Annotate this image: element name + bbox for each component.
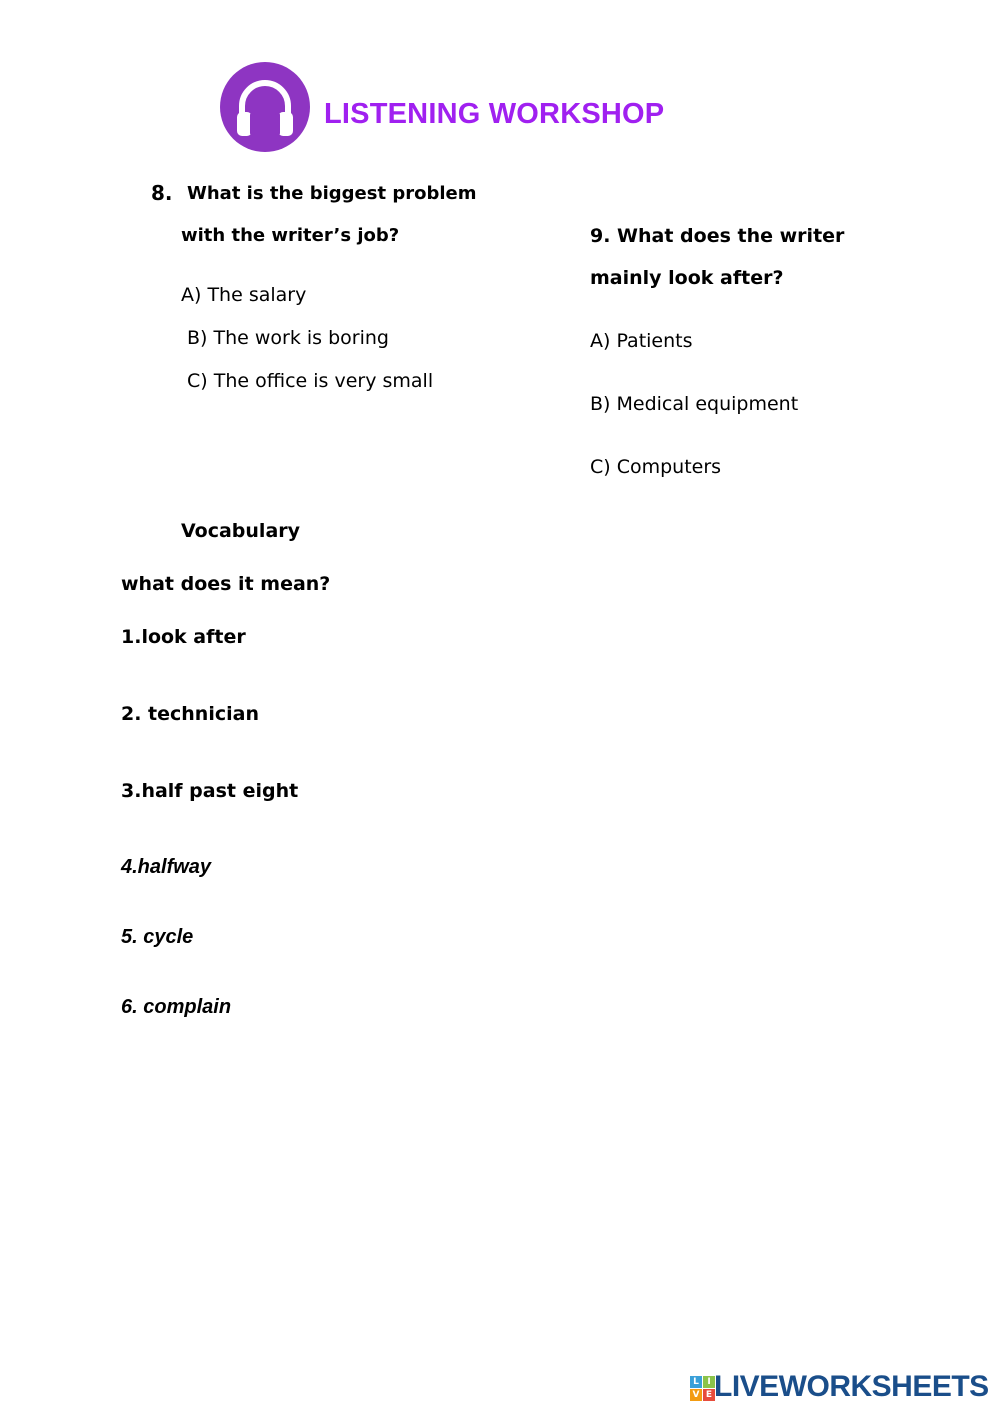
vocabulary-item: 5. cycle <box>121 926 194 948</box>
question-8-option-b[interactable]: B) The work is boring <box>187 327 389 349</box>
question-8-option-a[interactable]: A) The salary <box>181 284 307 306</box>
question-9-text-line2: mainly look after? <box>590 267 784 289</box>
question-9-option-b[interactable]: B) Medical equipment <box>590 393 799 415</box>
vocabulary-item: 4.halfway <box>121 856 212 878</box>
logo-block-e: E <box>703 1389 715 1401</box>
question-9-option-a[interactable]: A) Patients <box>590 330 693 352</box>
question-8-text-line1: What is the biggest problem <box>187 183 477 204</box>
vocabulary-item: 6. complain <box>121 996 232 1018</box>
vocabulary-item: 2. technician <box>121 703 259 725</box>
headphones-icon <box>220 62 310 152</box>
question-8-text-line2: with the writer’s job? <box>181 225 400 246</box>
vocabulary-item: 3.half past eight <box>121 780 299 802</box>
vocabulary-item: 1.look after <box>121 626 246 648</box>
vocabulary-heading: Vocabulary <box>181 520 301 542</box>
vocabulary-prompt: what does it mean? <box>121 573 331 595</box>
logo-block-i: I <box>703 1376 715 1388</box>
page-title: LISTENING WORKSHOP <box>324 98 665 130</box>
question-9-option-c[interactable]: C) Computers <box>590 456 722 478</box>
logo-block-l: L <box>690 1376 702 1388</box>
logo-block-v: V <box>690 1389 702 1401</box>
question-8-option-c[interactable]: C) The office is very small <box>187 370 434 392</box>
headphones-logo <box>220 62 310 152</box>
liveworksheets-blocks-icon <box>690 1376 716 1402</box>
liveworksheets-brand: LIVEWORKSHEETS <box>714 1370 989 1403</box>
question-9-text-line1: 9. What does the writer <box>590 225 845 247</box>
question-8-number: 8. <box>151 181 173 205</box>
